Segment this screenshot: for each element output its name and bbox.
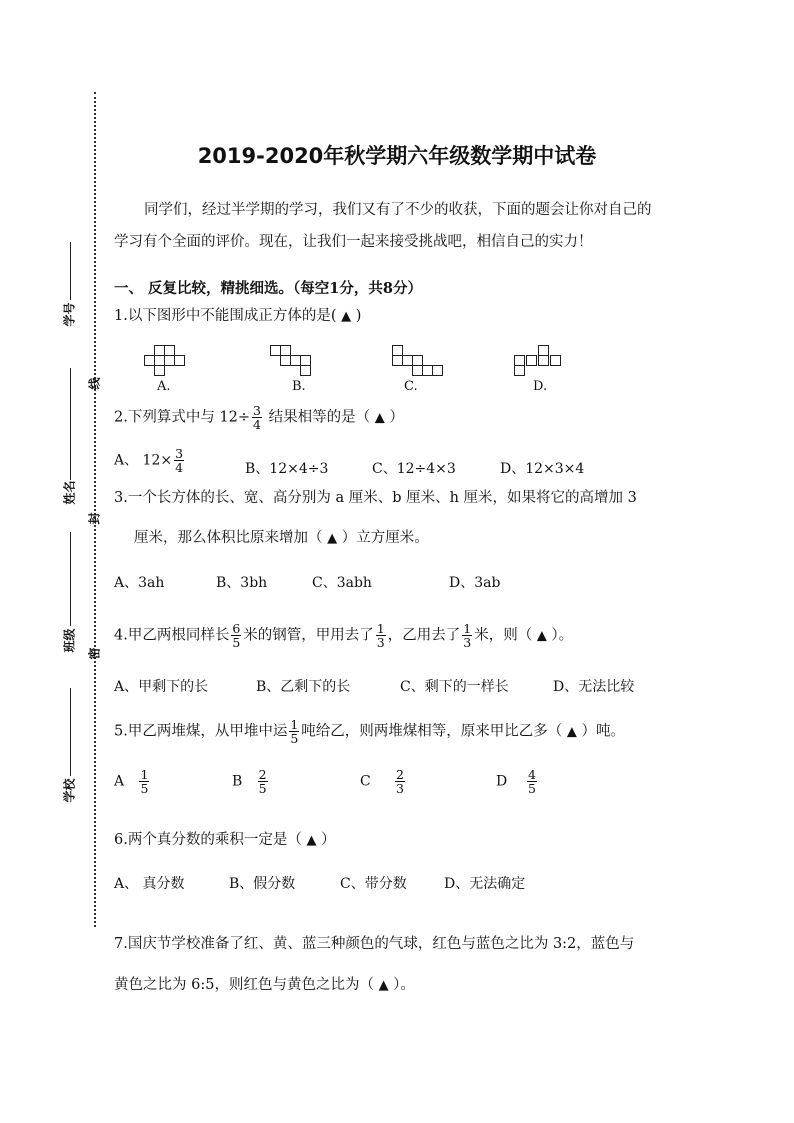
question-1-stem	[114, 306, 361, 327]
q6-option-b: B、假分数	[229, 876, 296, 892]
school-line	[70, 688, 71, 776]
question-3-line-2: 厘米，那么体积比原来增加（ ▲ ）立方厘米。	[134, 530, 429, 546]
intro-line-1: 同学们，经过半学期的学习，我们又有了不少的收获，下面的题会让你对自己的	[144, 202, 652, 218]
q5-option-d: D $\frac{4}{5}$	[496, 767, 536, 796]
net-label-d: D.	[533, 379, 548, 394]
q3-option-b: B、3bh	[216, 575, 268, 591]
school-label: 学校	[62, 778, 77, 803]
q6-option-a: A、 真分数	[114, 876, 185, 892]
q1-stem-text: 1.以下图形中不能围成正方体的是(	[114, 308, 342, 324]
q3-option-c: C、3abh	[312, 575, 372, 591]
q3-option-d: D、3ab	[449, 575, 501, 591]
q2-stem-tail: ）	[384, 409, 404, 426]
binding-word-feng: 封	[87, 512, 102, 525]
answer-triangle: ▲	[536, 628, 547, 644]
answer-triangle: ▲	[327, 531, 338, 546]
q4-option-d: D、无法比较	[553, 679, 635, 695]
q2-option-d: D、12×3×4	[500, 461, 585, 477]
q5-option-c: C $\frac{2}{3}$	[360, 767, 404, 796]
q4-fraction-3: $\frac{1}{3}$	[463, 621, 472, 650]
net-label-a: A.	[157, 379, 171, 394]
q2-option-a: A、 12× $\frac{3}{4}$	[114, 446, 184, 475]
net-label-c: C.	[404, 379, 418, 394]
q5-option-a: A $\frac{1}{5}$	[114, 767, 149, 796]
question-7-line-2: 黄色之比为 6:5，则红色与黄色之比为（ ▲ ）。	[114, 977, 415, 993]
class-label: 班级	[62, 628, 77, 653]
question-5-stem: 5.甲乙两堆煤，从甲堆中运 $\frac{1}{5}$ 吨给乙，则两堆煤相等，原来甲比乙多（ ▲ ）吨。	[114, 717, 626, 746]
q2-option-a-fraction: $\frac{3}{4}$	[175, 446, 184, 475]
class-line	[70, 532, 71, 626]
intro-line-2: 学习有个全面的评价。现在，让我们一起来接受挑战吧，相信自己的实力！	[114, 234, 593, 250]
q3-option-a: A、3ah	[114, 575, 165, 591]
q5-option-b: B $\frac{2}{5}$	[232, 767, 267, 796]
q4-option-b: B、乙剩下的长	[256, 679, 351, 695]
q2-option-b: B、12×4÷3	[245, 461, 329, 477]
q5-fraction: $\frac{1}{5}$	[290, 717, 299, 746]
question-6-stem: 6.两个真分数的乘积一定是（ ▲ ）	[114, 832, 336, 848]
section-1-heading: 一、 反复比较，精挑细选。（每空1分，共8分）	[114, 280, 422, 297]
q2-option-c: C、12÷4×3	[372, 461, 456, 477]
binding-dotted-line	[94, 92, 96, 927]
q4-option-c: C、剩下的一样长	[400, 679, 509, 695]
answer-triangle: ▲	[341, 309, 352, 324]
student-id-label: 学号	[62, 302, 77, 327]
binding-word-xian: 线	[87, 377, 102, 390]
name-line	[70, 368, 71, 480]
binding-word-mi: 密	[87, 647, 102, 660]
answer-triangle: ▲	[374, 410, 385, 426]
q4-fraction-2: $\frac{1}{3}$	[376, 621, 385, 650]
question-4-stem: 4.甲乙两根同样长 $\frac{6}{5}$ 米的钢管，甲用去了 $\frac{1}{3}$ ，乙用去了 $\frac{1}{3}$ 米，则（ ▲ ）。	[114, 621, 574, 650]
question-7-line-1: 7.国庆节学校准备了红、黄、蓝三种颜色的气球，红色与蓝色之比为 3:2，蓝色与	[114, 936, 635, 952]
q2-stem-after: 结果相等的是（	[264, 409, 375, 426]
answer-triangle: ▲	[378, 978, 389, 993]
question-3-line-1: 3.一个长方体的长、宽、高分别为 a 厘米、b 厘米、h 厘米，如果将它的高增加 3	[114, 490, 637, 506]
q1-stem-tail: )	[351, 308, 362, 324]
q2-fraction: $\frac{3}{4}$	[253, 403, 261, 432]
q6-option-d: D、无法确定	[444, 876, 526, 892]
net-label-b: B.	[292, 379, 306, 394]
answer-triangle: ▲	[566, 724, 577, 740]
name-label: 姓名	[62, 480, 77, 505]
page-title: 2019-2020年秋学期六年级数学期中试卷	[197, 144, 597, 168]
q2-stem-before: 2.下列算式中与 12÷	[114, 409, 251, 426]
q4-fraction-1: $\frac{6}{5}$	[232, 621, 241, 650]
student-id-line	[70, 242, 71, 300]
q4-option-a: A、甲剩下的长	[114, 679, 209, 695]
answer-triangle: ▲	[306, 833, 317, 848]
q6-option-c: C、带分数	[340, 876, 407, 892]
question-2-stem	[114, 404, 404, 431]
